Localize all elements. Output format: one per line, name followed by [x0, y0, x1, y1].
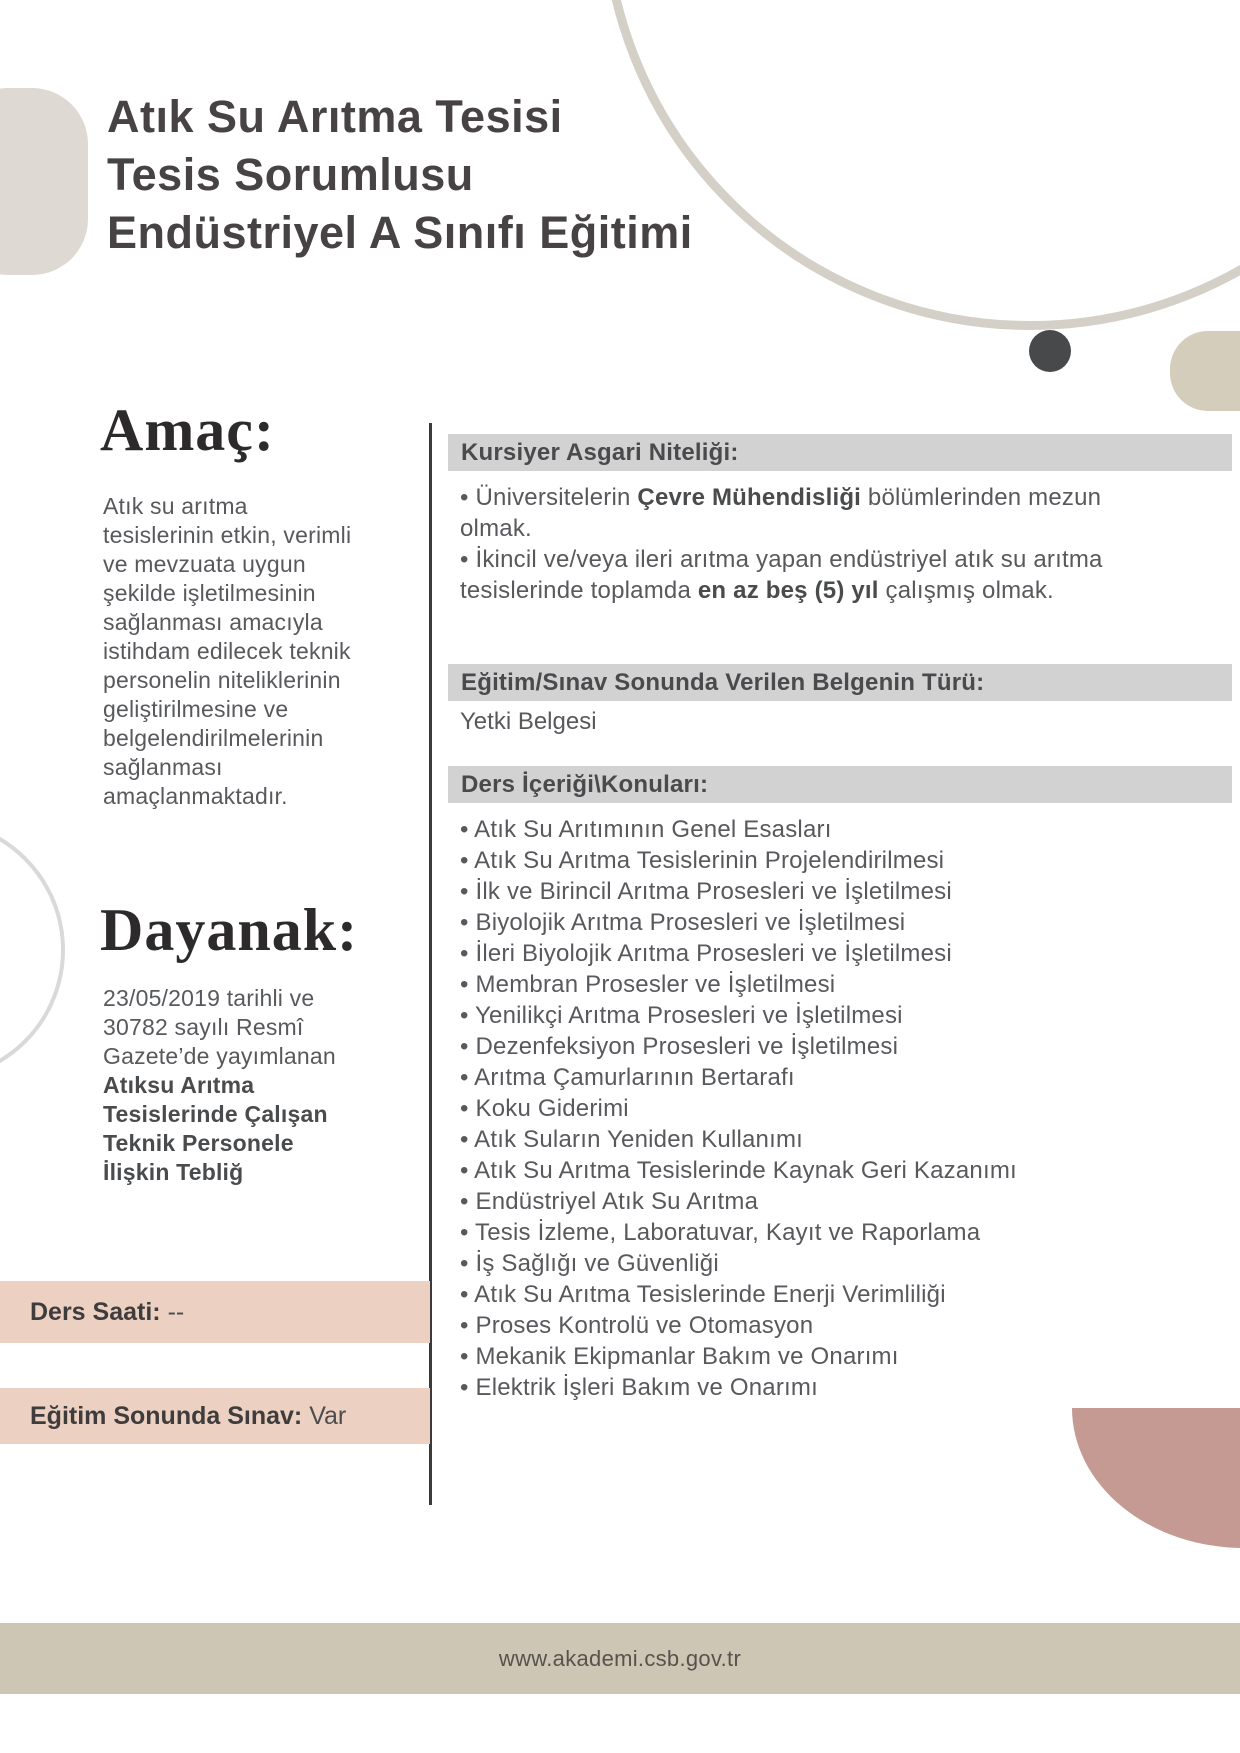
list-item: • Atık Su Arıtma Tesislerinde Kaynak Geri Kazanımı	[460, 1157, 1017, 1184]
section-header-ders-icerigi: Ders İçeriği\Konuları:	[448, 766, 1232, 803]
dayanak-body	[103, 984, 361, 1187]
list-item: • İlk ve Birincil Arıtma Prosesleri ve İşletilmesi	[460, 878, 952, 905]
list-item: • Atık Su Arıtma Tesislerinde Enerji Verimliliği	[460, 1281, 946, 1308]
title-line-3: Endüstriyel A Sınıfı Eğitimi	[107, 207, 693, 258]
bullet-marker: •	[460, 1281, 475, 1308]
bullet-marker: •	[460, 878, 476, 905]
bullet-marker: •	[460, 1250, 476, 1277]
amac-body: Atık su arıtma tesislerinin etkin, verimli ve mevzuata uygun şekilde işletilmesinin sağlanması amacıyla istihdam edilecek teknik personelin niteliklerinin geliştirilmesine ve belgelendirilmelerinin sağlanması amaçlanmaktadır.	[103, 493, 352, 809]
list-item: • Mekanik Ekipmanlar Bakım ve Onarımı	[460, 1343, 899, 1370]
sinav-bar	[0, 1388, 430, 1444]
amac-heading: Amaç:	[100, 397, 275, 463]
list-item: • Endüstriyel Atık Su Arıtma	[460, 1188, 759, 1215]
list-item: • Yenilikçi Arıtma Prosesleri ve İşletilmesi	[460, 1002, 903, 1029]
certificate-type-value: Yetki Belgesi	[460, 708, 597, 735]
bold-text-segment: en az beş (5) yıl	[697, 577, 879, 604]
bullet-marker: •	[460, 1312, 476, 1339]
bullet-marker: •	[460, 909, 476, 936]
bullet-marker: •	[460, 1126, 475, 1153]
list-item: • Arıtma Çamurlarının Bertarafı	[460, 1064, 795, 1091]
bullet-marker: •	[460, 546, 476, 573]
bullet-marker: •	[460, 1374, 476, 1401]
bullet-marker: •	[460, 971, 476, 998]
bullet-marker: •	[460, 1002, 476, 1029]
bullet-marker: •	[460, 940, 476, 967]
bullet-marker: •	[460, 1157, 475, 1184]
list-item	[460, 482, 1105, 544]
bullet-marker: •	[460, 847, 475, 874]
title-line-1: Atık Su Arıtma Tesisi	[107, 91, 563, 142]
list-item: • Koku Giderimi	[460, 1095, 629, 1122]
text-segment: bölümlerinden mezun olmak.	[460, 484, 1102, 542]
ders-saati-bar	[0, 1281, 430, 1343]
list-item: • Atık Su Arıtımının Genel Esasları	[460, 816, 832, 843]
text-segment: çalışmış olmak.	[878, 577, 1054, 604]
bold-text-segment: Çevre Mühendisliği	[637, 484, 862, 511]
title-line-2: Tesis Sorumlusu	[107, 149, 474, 200]
sinav-label: Eğitim Sonunda Sınav:	[30, 1402, 303, 1430]
bullet-marker: •	[460, 1033, 476, 1060]
list-item: • Atık Suların Yeniden Kullanımı	[460, 1126, 804, 1153]
requirements-list	[460, 482, 1105, 606]
list-item: • Atık Su Arıtma Tesislerinin Projelendirilmesi	[460, 847, 945, 874]
sinav-value: Var	[309, 1402, 347, 1430]
dayanak-heading: Dayanak:	[100, 897, 359, 963]
list-item: • Biyolojik Arıtma Prosesleri ve İşletilmesi	[460, 909, 906, 936]
list-item: • Tesis İzleme, Laboratuvar, Kayıt ve Raporlama	[460, 1219, 981, 1246]
topics-list	[460, 814, 1160, 1403]
page-title	[107, 88, 693, 262]
list-item: • Dezenfeksiyon Prosesleri ve İşletilmesi	[460, 1033, 899, 1060]
list-item: • Proses Kontrolü ve Otomasyon	[460, 1312, 814, 1339]
list-item: • Elektrik İşleri Bakım ve Onarımı	[460, 1374, 818, 1401]
text-segment: 23/05/2019 tarihli ve 30782 sayılı Resmî Gazete’de yayımlanan	[103, 985, 336, 1069]
quarter-circle-bottom-right-shape	[1072, 1408, 1240, 1548]
list-item: • İş Sağlığı ve Güvenliği	[460, 1250, 719, 1277]
rounded-rect-right-shape	[1170, 331, 1240, 411]
footer-bar	[0, 1623, 1240, 1694]
bullet-marker: •	[460, 1219, 476, 1246]
bullet-marker: •	[460, 1064, 475, 1091]
rounded-rect-top-left-shape	[0, 88, 88, 275]
text-segment: Üniversitelerin	[475, 484, 638, 511]
bullet-marker: •	[460, 484, 476, 511]
footer-url: www.akademi.csb.gov.tr	[498, 1646, 742, 1671]
ders-saati-value: --	[167, 1298, 185, 1326]
list-item: • İleri Biyolojik Arıtma Prosesleri ve İşletilmesi	[460, 940, 952, 967]
bullet-marker: •	[460, 816, 475, 843]
section-header-belge: Eğitim/Sınav Sonunda Verilen Belgenin Türü:	[448, 664, 1232, 701]
list-item	[460, 544, 1105, 606]
section-header-kursiyer: Kursiyer Asgari Niteliği:	[448, 434, 1232, 471]
left-circle-outline-shape	[0, 819, 65, 1081]
bold-text-segment: Atıksu Arıtma Tesislerinde Çalışan Teknik Personele İlişkin Tebliğ	[103, 1072, 328, 1185]
large-circle-outline-shape	[600, 0, 1240, 330]
text-segment: İkincil ve/veya ileri arıtma yapan endüstriyel atık su arıtma tesislerinde toplamda	[460, 546, 1103, 604]
bullet-marker: •	[460, 1188, 476, 1215]
bullet-marker: •	[460, 1343, 476, 1370]
list-item: • Membran Prosesler ve İşletilmesi	[460, 971, 836, 998]
bullet-marker: •	[460, 1095, 476, 1122]
dark-dot-shape	[1029, 330, 1071, 372]
ders-saati-label: Ders Saati:	[30, 1298, 161, 1326]
